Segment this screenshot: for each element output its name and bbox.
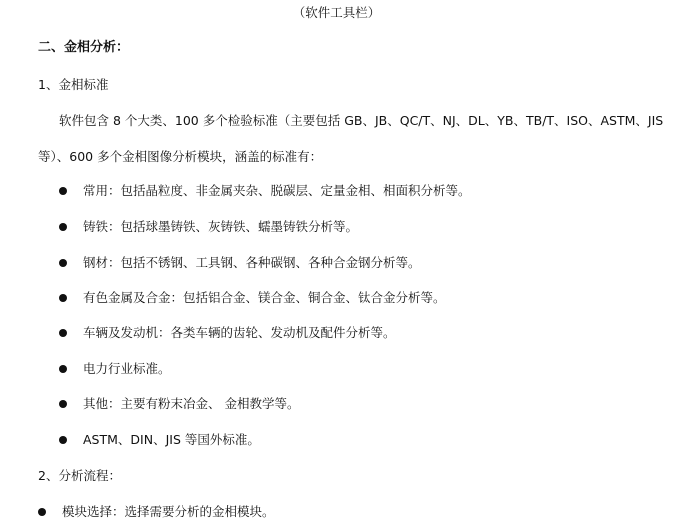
bullet-icon bbox=[59, 259, 67, 267]
figure-caption: （软件工具栏） bbox=[292, 5, 381, 20]
section-title: 二、金相分析： bbox=[38, 40, 130, 55]
list-item-text: 其他：主要有粉末冶金、 金相教学等。 bbox=[83, 396, 300, 411]
list-item-text: 车辆及发动机：各类车辆的齿轮、发动机及配件分析等。 bbox=[83, 325, 396, 340]
bullet-icon bbox=[38, 508, 46, 516]
bullet-icon bbox=[59, 223, 67, 231]
intro-paragraph-line-2: 等）、600 多个金相图像分析模块，涵盖的标准有： bbox=[38, 149, 323, 164]
list-item-text: 铸铁：包括球墨铸铁、灰铸铁、蠕墨铸铁分析等。 bbox=[83, 219, 359, 234]
list-item-text: 常用：包括晶粒度、非金属夹杂、脱碳层、定量金相、相面积分析等。 bbox=[83, 183, 471, 198]
bullet-icon bbox=[59, 436, 67, 444]
bullet-icon bbox=[59, 294, 67, 302]
list-item-text: 钢材：包括不锈钢、工具钢、各种碳钢、各种合金钢分析等。 bbox=[83, 255, 421, 270]
subsection-title-standards: 1、金相标准 bbox=[38, 77, 109, 92]
list-item-text: 有色金属及合金：包括铝合金、镁合金、铜合金、钛合金分析等。 bbox=[83, 290, 446, 305]
bullet-icon bbox=[59, 329, 67, 337]
bullet-icon bbox=[59, 400, 67, 408]
bullet-icon bbox=[59, 187, 67, 195]
bullet-icon bbox=[59, 365, 67, 373]
subsection-title-process: 2、分析流程： bbox=[38, 468, 121, 483]
intro-paragraph-line-1: 软件包含 8 个大类、100 多个检验标准（主要包括 GB、JB、QC/T、NJ、DL、YB、TB/T、ISO、ASTM、JIS bbox=[59, 113, 664, 128]
list-item-text: 电力行业标准。 bbox=[83, 361, 171, 376]
list-item-text: 模块选择：选择需要分析的金相模块。 bbox=[62, 504, 275, 519]
list-item-text: ASTM、DIN、JIS 等国外标准。 bbox=[83, 432, 260, 447]
